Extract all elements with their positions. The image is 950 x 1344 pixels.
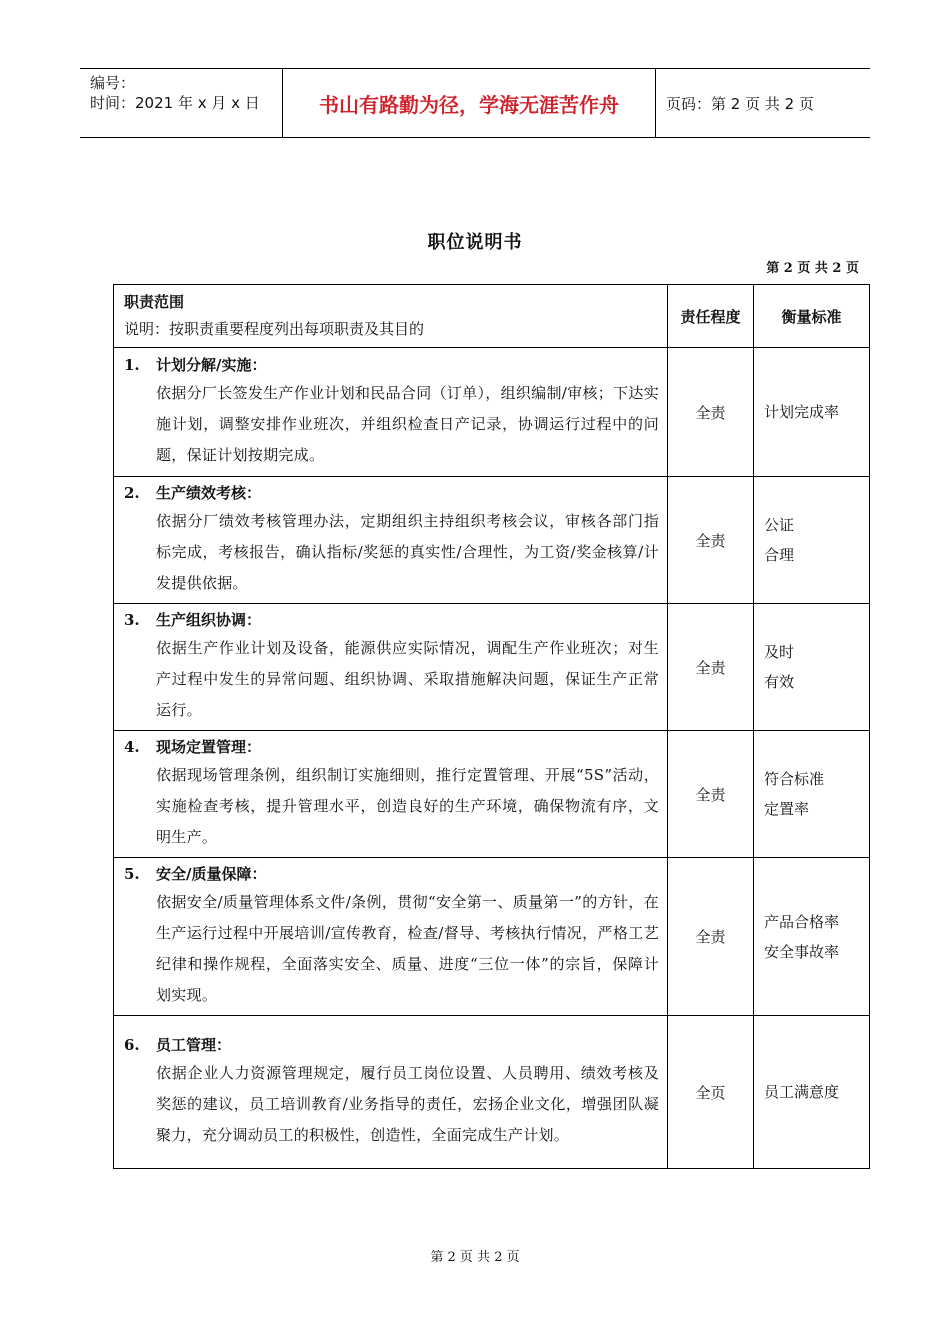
standard-line: 符合标准: [764, 770, 825, 788]
responsibility-header: 责任程度: [668, 285, 754, 348]
table-row: [114, 604, 870, 731]
responsibility-level: 全页: [668, 1016, 754, 1169]
duty-title-text: 安全/质量保障：: [156, 865, 267, 883]
duty-title-text: 员工管理：: [156, 1036, 232, 1054]
table-row: [114, 348, 870, 477]
header-date-label: 时间：2021 年 x 月 x 日: [90, 94, 260, 112]
responsibility-level: 全责: [668, 477, 754, 604]
duties-header-cell: [114, 285, 668, 348]
duty-body: 依据分厂绩效考核管理办法，定期组织主持组织考核会议，审核各部门指标完成，考核报告，确认指标/奖惩的真实性/合理性，为工资/奖金核算/计发提供依据。: [156, 512, 659, 592]
duty-cell: [114, 604, 668, 731]
standard-line: 及时: [764, 643, 795, 661]
duty-title-text: 现场定置管理：: [156, 738, 262, 756]
measurement-standard: [754, 348, 870, 477]
duty-number: 6.: [124, 1036, 140, 1054]
standard-line: 计划完成率: [764, 403, 840, 421]
standard-line: 安全事故率: [764, 942, 840, 961]
duty-title: [124, 861, 659, 887]
table-row: [114, 858, 870, 1016]
duty-body: 依据现场管理条例，组织制订实施细则，推行定置管理、开展“5S”活动，实施检查考核，提升管理水平，创造良好的生产环境，确保物流有序，文明生产。: [156, 766, 659, 846]
responsibility-level: 全责: [668, 348, 754, 477]
header-motto: 书山有路勤为径，学海无涯苦作舟: [282, 69, 656, 137]
table-header-row: [114, 285, 870, 348]
duty-cell: [114, 858, 668, 1016]
standard-line: 定置率: [764, 800, 810, 818]
responsibility-level: 全责: [668, 731, 754, 858]
duty-number: 2.: [124, 484, 140, 502]
duty-title: [124, 607, 659, 633]
standard-line: 公证: [764, 516, 795, 534]
table-row: [114, 731, 870, 858]
standard-line: 员工满意度: [764, 1083, 840, 1101]
header-number-label: 编号：: [90, 74, 136, 92]
document-title: 职位说明书: [427, 232, 523, 253]
table-row: [114, 1016, 870, 1169]
duty-title: [124, 480, 659, 506]
page-header: [80, 68, 870, 138]
header-page-label: 页码：第 2 页 共 2 页: [666, 94, 814, 113]
duty-number: 4.: [124, 738, 140, 756]
measurement-standard: [754, 604, 870, 731]
duty-body: 依据分厂长签发生产作业计划和民品合同（订单），组织编制/审核；下达实施计划，调整安排作业班次，并组织检查日产记录，协调运行过程中的问题，保证计划按期完成。: [156, 384, 659, 464]
standard-line: 合理: [764, 546, 795, 564]
responsibility-level: 全责: [668, 858, 754, 1016]
duty-body: 依据安全/质量管理体系文件/条例，贯彻“安全第一、质量第一”的方针，在生产运行过程中开展培训/宣传教育，检查/督导、考核执行情况，严格工艺纪律和操作规程，全面落实安全、质量、进度“三位一体”的宗旨，保障计划实现。: [156, 893, 659, 1004]
footer-page-number: 第 2 页 共 2 页: [430, 1250, 520, 1265]
table-row: [114, 477, 870, 604]
measurement-standard: [754, 731, 870, 858]
duty-body: 依据企业人力资源管理规定，履行员工岗位设置、人员聘用、绩效考核及奖惩的建议，员工培训教育/业务指导的责任，宏扬企业文化，增强团队凝聚力，充分调动员工的积极性，创造性，全面完成生产计划。: [156, 1064, 659, 1144]
measurement-standard: [754, 858, 870, 1016]
measurement-standard: [754, 1016, 870, 1169]
duty-cell: [114, 348, 668, 477]
duty-number: 1.: [124, 356, 140, 374]
responsibility-level: 全责: [668, 604, 754, 731]
duty-cell: [114, 1016, 668, 1169]
duty-number: 5.: [124, 865, 140, 883]
duties-header-note: 说明：按职责重要程度列出每项职责及其目的: [124, 320, 425, 338]
duty-body: 依据生产作业计划及设备，能源供应实际情况，调配生产作业班次；对生产过程中发生的异常问题、组织协调、采取措施解决问题，保证生产正常运行。: [156, 639, 659, 719]
duty-number: 3.: [124, 611, 140, 629]
standard-line: 有效: [764, 673, 795, 691]
duty-title: [124, 352, 659, 378]
document-page-label: 第 2 页 共 2 页: [766, 261, 859, 276]
duty-cell: [114, 731, 668, 858]
duty-title: [124, 1032, 659, 1058]
duties-header-title: 职责范围: [124, 293, 185, 311]
measurement-standard: [754, 477, 870, 604]
duty-cell: [114, 477, 668, 604]
duty-title-text: 生产组织协调：: [156, 611, 262, 629]
duty-title-text: 生产绩效考核：: [156, 484, 262, 502]
standard-header: 衡量标准: [754, 285, 870, 348]
duty-title: [124, 734, 659, 760]
duty-title-text: 计划分解/实施：: [156, 356, 267, 374]
header-info: [80, 69, 282, 137]
standard-line: 产品合格率: [764, 912, 840, 931]
duties-table: [113, 284, 870, 1169]
